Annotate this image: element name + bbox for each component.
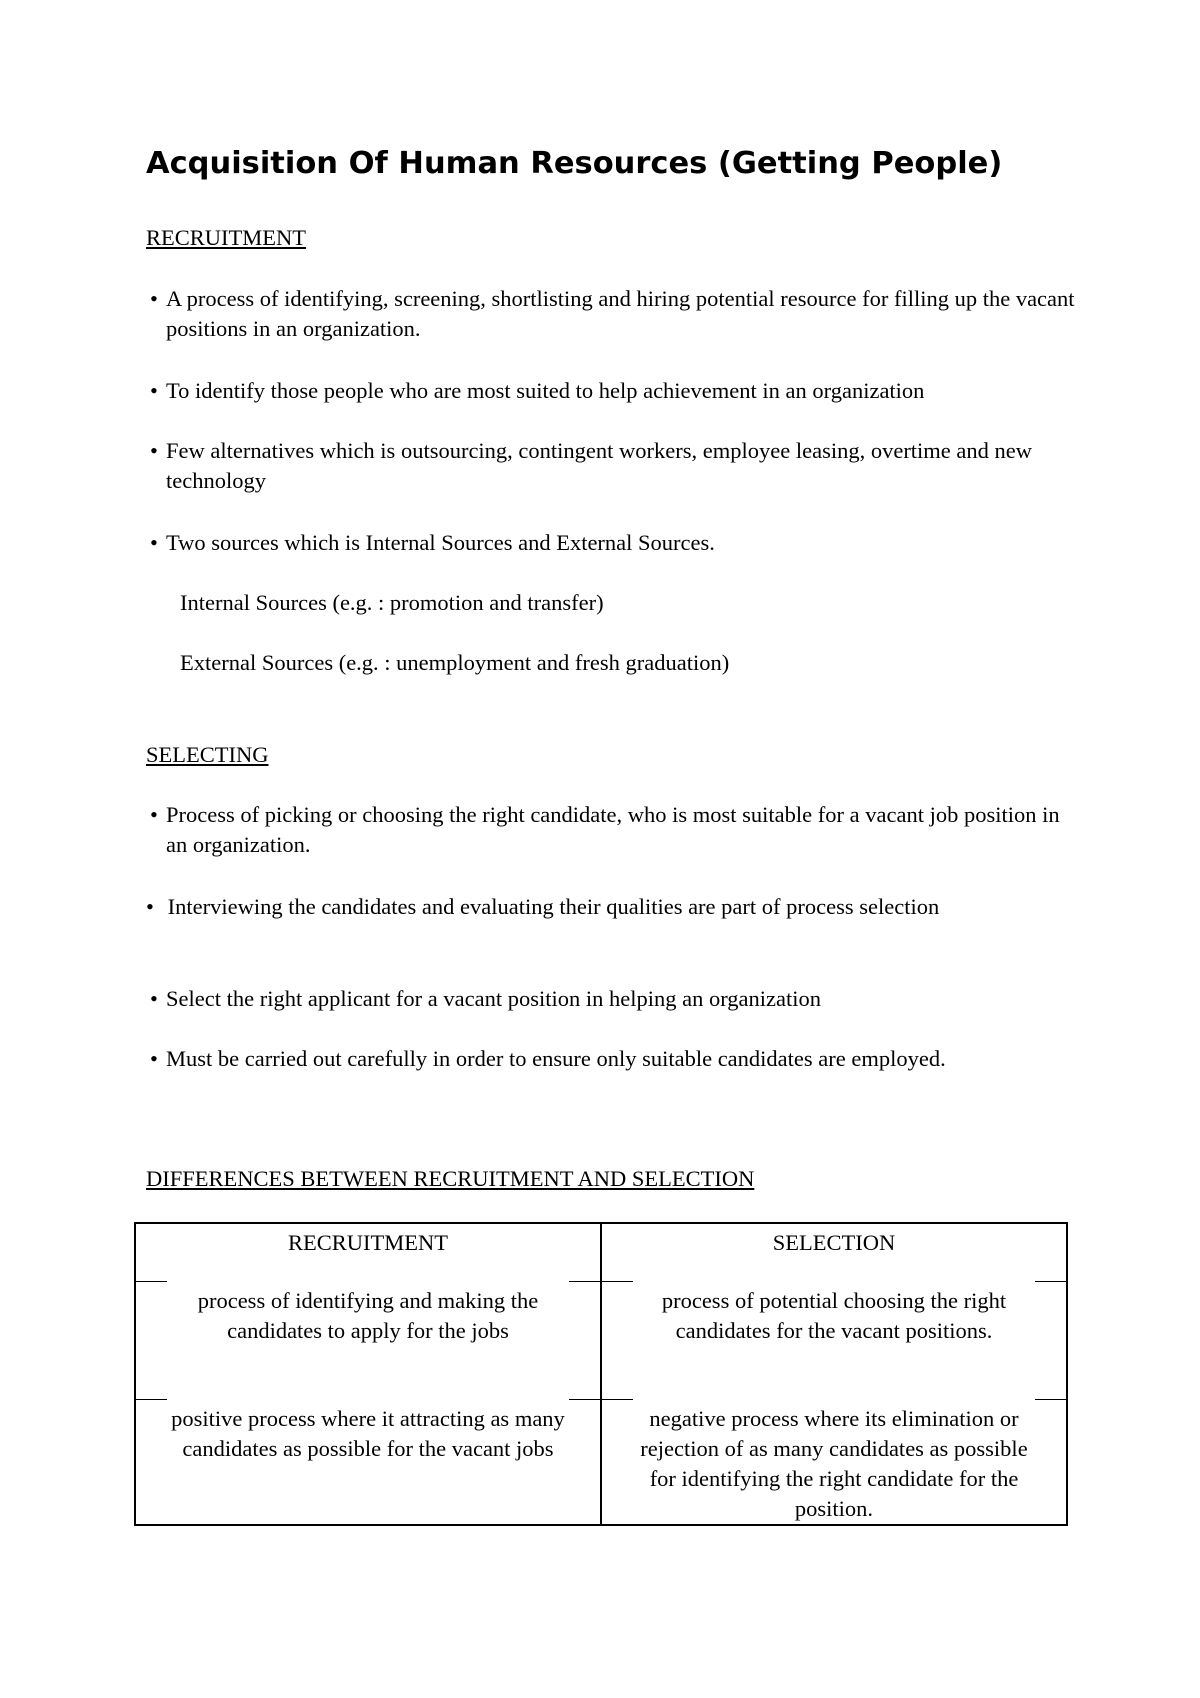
bullet-text: Two sources which is Internal Sources and External Sources. [166, 530, 715, 555]
table-cell: positive process where it attracting as many candidates as possible for the vacant jobs [135, 1400, 601, 1525]
bullet-text: Select the right applicant for a vacant position in helping an organization [166, 986, 822, 1011]
table-row [135, 1282, 1067, 1400]
table-header-cell: RECRUITMENT [135, 1223, 601, 1282]
bullet-text: Process of picking or choosing the right candidate, who is most suitable for a vacant job position in an organization. [166, 802, 1060, 857]
selecting-heading: SELECTING [146, 742, 269, 767]
differences-table [134, 1222, 1068, 1526]
page-title: Acquisition Of Human Resources (Getting People) [146, 146, 1003, 181]
bullet-icon: • [150, 286, 158, 311]
bullet-icon: • [150, 986, 158, 1011]
selecting-bullet-1 [146, 800, 1084, 860]
bullet-icon: • [150, 802, 158, 827]
recruitment-bullet-3 [146, 436, 1084, 496]
table-cell: negative process where its elimination or rejection of as many candidates as possible for identifying the right candidate for the position. [601, 1400, 1067, 1525]
bullet-icon: • [150, 378, 158, 403]
bullet-text: Must be carried out carefully in order to ensure only suitable candidates are employed. [166, 1046, 946, 1071]
recruitment-bullet-1 [146, 284, 1084, 344]
bullet-text: Few alternatives which is outsourcing, contingent workers, employee leasing, overtime and new technology [166, 438, 1033, 493]
table-header-row [135, 1223, 1067, 1282]
bullet-text: To identify those people who are most suited to help achievement in an organization [166, 378, 925, 403]
table-header-cell: SELECTION [601, 1223, 1067, 1282]
bullet-icon: • [150, 530, 158, 555]
recruitment-bullet-4 [146, 528, 1084, 558]
table-row [135, 1400, 1067, 1525]
differences-heading: DIFFERENCES BETWEEN RECRUITMENT AND SELECTION [146, 1166, 755, 1191]
selecting-bullet-4 [146, 1044, 1084, 1074]
internal-sources-line: Internal Sources (e.g. : promotion and transfer) [180, 590, 604, 615]
selecting-bullet-2 [146, 892, 1064, 922]
bullet-icon: • [146, 894, 154, 919]
table-cell: process of identifying and making the candidates to apply for the jobs [135, 1282, 601, 1400]
table-cell: process of potential choosing the right candidates for the vacant positions. [601, 1282, 1067, 1400]
bullet-text: A process of identifying, screening, shortlisting and hiring potential resource for filling up the vacant positions in an organization. [166, 286, 1075, 341]
recruitment-heading: RECRUITMENT [146, 225, 306, 250]
bullet-icon: • [150, 438, 158, 463]
bullet-icon: • [150, 1046, 158, 1071]
bullet-text: Interviewing the candidates and evaluating their qualities are part of process selection [167, 894, 940, 919]
external-sources-line: External Sources (e.g. : unemployment and fresh graduation) [180, 650, 730, 675]
selecting-bullet-3 [146, 984, 1084, 1014]
recruitment-bullet-2 [146, 376, 1084, 406]
